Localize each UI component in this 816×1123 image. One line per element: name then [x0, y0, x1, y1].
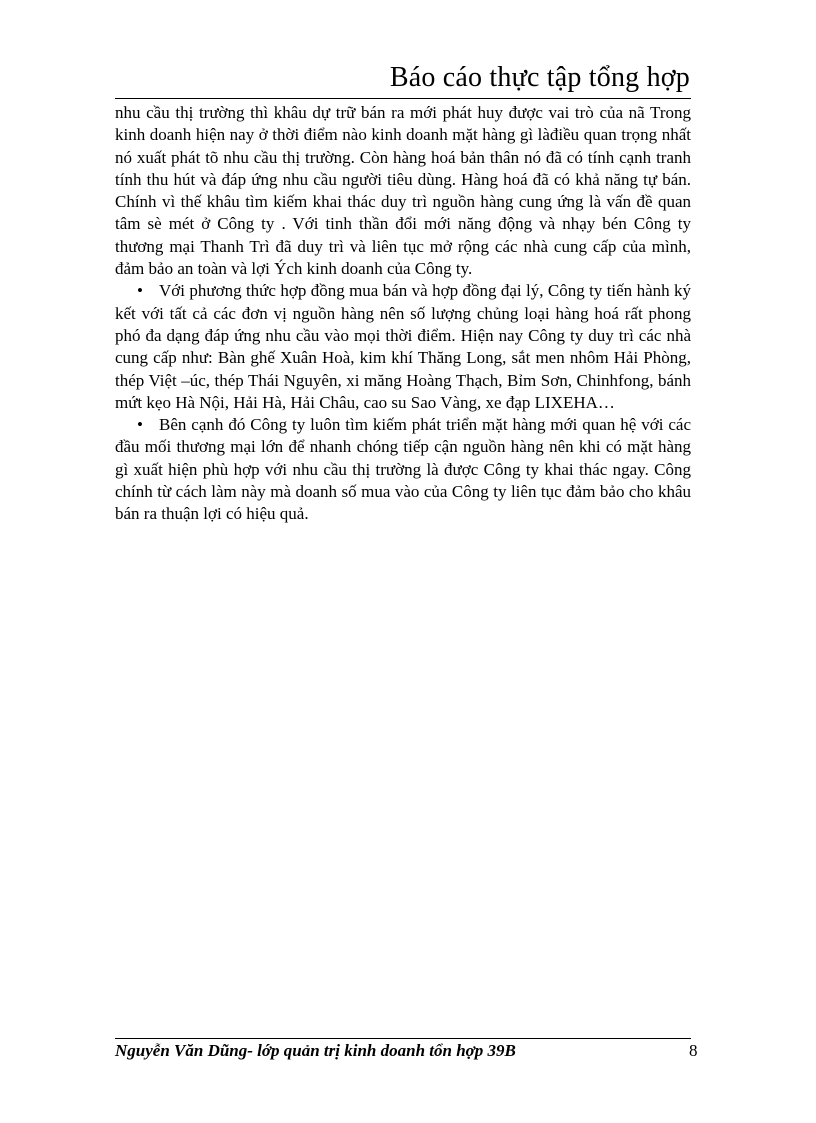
bullet-item-new-products [115, 414, 691, 525]
page-header-title: Báo cáo thực tập tổng hợp [389, 62, 690, 93]
page-number: 8 [689, 1041, 698, 1060]
bullet-icon: • [137, 281, 143, 301]
bullet-item-text: Bên cạnh đó Công ty luôn tìm kiếm phát triển mặt hàng mới quan hệ với các đầu mối thương mại lớn để nhanh chóng tiếp cận nguồn hàng nên khi có mặt hàng gì xuất hiện phù hợp với nhu cầu thị trường là được Công ty khai thác ngay. Công chính từ cách làm này mà doanh số mua vào của Công ty liên tục đảm bảo cho khâu bán ra thuận lợi có hiệu quả. [115, 415, 691, 524]
document-body [115, 102, 691, 526]
body-paragraph: nhu cầu thị trường thì khâu dự trữ bán ra mới phát huy được vai trò của nã Trong kinh doanh hiện nay ở thời điểm nào kinh doanh mặt hàng gì làđiều quan trọng nhất nó xuất phát tõ nhu cầu thị trường. Còn hàng hoá bản thân nó đã có tính cạnh tranh tính thu hút và đáp ứng nhu cầu người tiêu dùng. Hàng hoá đã có khả năng tự bán. Chính vì thế khâu tìm kiếm khai thác duy trì nguồn hàng cung ứng là vấn đề quan tâm sè mét ở Công ty . Với tinh thần đổi mới năng động và nhạy bén Công ty thương mại Thanh Trì đã duy trì và liên tục mở rộng các nhà cung cấp của mình, đảm bảo an toàn và lợi Ých kinh doanh của Công ty. [115, 103, 691, 279]
bullet-item-suppliers [115, 280, 691, 414]
bullet-icon: • [137, 415, 143, 435]
bullet-item-text: Với phương thức hợp đồng mua bán và hợp đồng đại lý, Công ty tiến hành ký kết với tất cả các đơn vị nguồn hàng nên số lượng chủng loại hàng hoá rất phong phó đa dạng đáp ứng nhu cầu vào mọi thời điểm. Hiện nay Công ty duy trì các nhà cung cấp như: Bàn ghế Xuân Hoà, kim khí Thăng Long, sắt men nhôm Hải Phòng, thép Việt –úc, thép Thái Nguyên, xi măng Hoàng Thạch, Bỉm Sơn, Chinhfong, bánh mứt kẹo Hà Nội, Hải Hà, Hải Châu, cao su Sao Vàng, xe đạp LIXEHA… [115, 281, 691, 412]
footer-divider [115, 1038, 691, 1039]
header-divider [115, 98, 691, 99]
footer-author: Nguyễn Văn Dũng- lớp quản trị kinh doanh tổn hợp 39B [115, 1041, 516, 1060]
